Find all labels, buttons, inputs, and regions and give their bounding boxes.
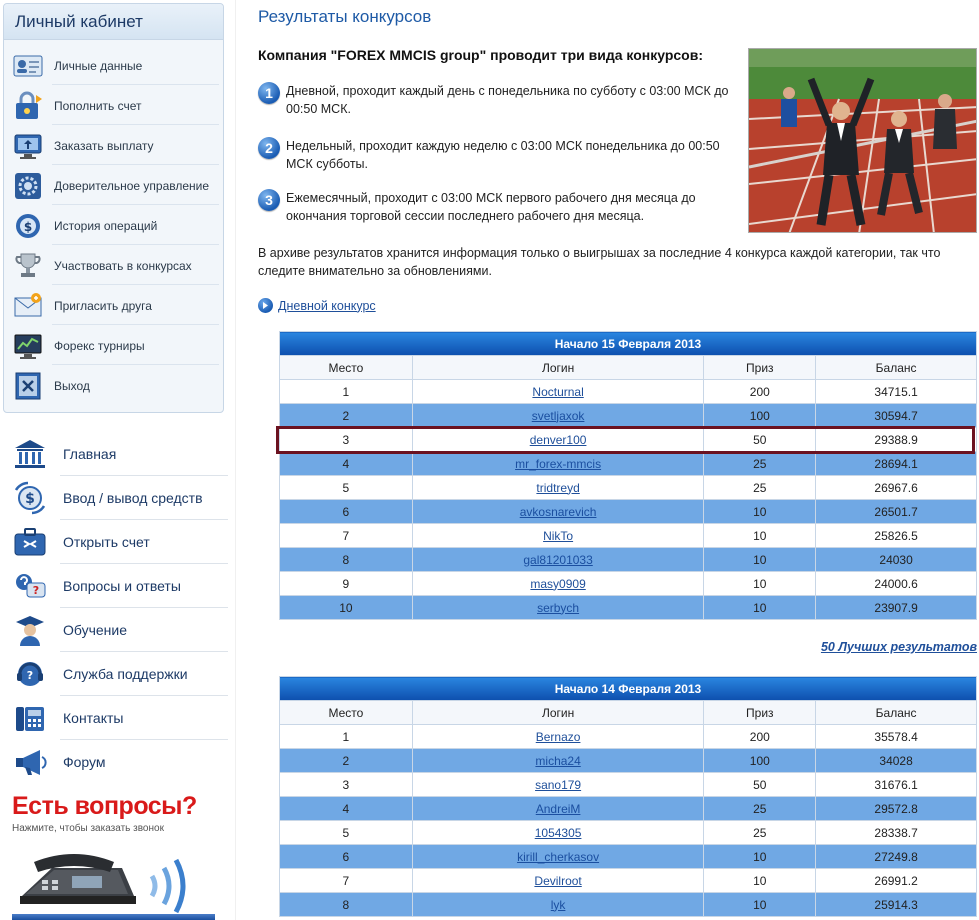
table-row xyxy=(280,500,977,524)
cell-balance: 29388.9 xyxy=(816,428,977,452)
arrow-right-icon xyxy=(258,298,273,313)
nav-item-label: Вопросы и ответы xyxy=(63,578,181,594)
cell-balance: 29572.8 xyxy=(816,797,977,821)
trophy-icon xyxy=(11,250,45,282)
cell-balance: 35578.4 xyxy=(816,725,977,749)
cabinet-item-deposit[interactable] xyxy=(4,86,223,126)
contest-type-monthly xyxy=(258,189,743,225)
column-header-balance: Баланс xyxy=(816,701,977,725)
cell-place: 1 xyxy=(280,725,413,749)
column-divider xyxy=(235,0,236,920)
bank-icon xyxy=(10,436,50,472)
number-badge-icon: 1 xyxy=(258,82,280,104)
envelope-icon xyxy=(11,290,45,322)
login-link[interactable]: denver100 xyxy=(529,432,587,447)
table-row xyxy=(280,749,977,773)
column-header-login: Логин xyxy=(412,701,704,725)
login-link[interactable]: lyk xyxy=(550,897,566,912)
login-link[interactable]: masy0909 xyxy=(530,576,586,591)
login-link[interactable]: micha24 xyxy=(535,753,581,768)
promo-bar xyxy=(12,914,215,920)
table-row xyxy=(280,428,977,452)
cell-balance: 27249.8 xyxy=(816,845,977,869)
table-header-row xyxy=(280,701,977,725)
cell-place: 4 xyxy=(280,452,413,476)
contest-type-weekly xyxy=(258,137,743,173)
login-link[interactable]: svetljaxok xyxy=(531,408,585,423)
cell-balance: 26501.7 xyxy=(816,500,977,524)
cell-place: 5 xyxy=(280,476,413,500)
promo-subtitle: Нажмите, чтобы заказать звонок xyxy=(12,823,164,834)
contest-description: Недельный, проходит каждую неделю с 03:00 МСК понедельника до 00:50 МСК субботы. xyxy=(286,139,720,171)
cell-prize: 10 xyxy=(704,500,816,524)
column-header-balance: Баланс xyxy=(816,356,977,380)
top-50-results-link[interactable]: 50 Лучших результатов xyxy=(820,640,977,654)
nav-item-home[interactable] xyxy=(10,432,228,476)
cabinet-item-label: Выход xyxy=(54,379,90,393)
cell-prize: 10 xyxy=(704,596,816,620)
cell-place: 8 xyxy=(280,548,413,572)
table-row xyxy=(280,524,977,548)
table-row xyxy=(280,476,977,500)
login-link[interactable]: Nocturnal xyxy=(532,384,584,399)
cell-place: 10 xyxy=(280,596,413,620)
nav-item-open-account[interactable] xyxy=(10,520,228,564)
cell-prize: 10 xyxy=(704,845,816,869)
nav-item-deposit-withdraw[interactable] xyxy=(10,476,228,520)
login-link[interactable]: Devilroot xyxy=(534,873,582,888)
column-header-place: Место xyxy=(280,701,413,725)
table-row xyxy=(280,773,977,797)
exit-icon xyxy=(11,370,45,402)
svg-text:$: $ xyxy=(23,220,33,234)
cabinet-item-personal-data[interactable] xyxy=(4,46,223,86)
cell-balance: 25826.5 xyxy=(816,524,977,548)
nav-item-label: Главная xyxy=(63,446,117,462)
table-row xyxy=(280,845,977,869)
table-row xyxy=(280,404,977,428)
cabinet-title: Личный кабинет xyxy=(4,4,223,40)
megaphone-icon xyxy=(10,744,50,780)
cell-prize: 200 xyxy=(704,725,816,749)
contest-type-daily xyxy=(258,82,743,118)
promo-title: Есть вопросы? xyxy=(12,792,197,820)
graduate-icon xyxy=(10,612,50,648)
dollar-arrows-icon xyxy=(10,480,50,516)
cell-prize: 10 xyxy=(704,893,816,917)
phone-icon xyxy=(10,700,50,736)
table-row xyxy=(280,869,977,893)
cell-balance: 24030 xyxy=(816,548,977,572)
table-row xyxy=(280,797,977,821)
table-row xyxy=(280,821,977,845)
nav-item-faq[interactable] xyxy=(10,564,228,608)
login-link[interactable]: sano179 xyxy=(535,777,582,792)
cell-balance: 31676.1 xyxy=(816,773,977,797)
cell-prize: 100 xyxy=(704,404,816,428)
cabinet-menu xyxy=(4,46,223,406)
cabinet-item-label: Личные данные xyxy=(54,59,143,73)
page-title: Результаты конкурсов xyxy=(258,7,432,26)
table-caption: Начало 14 Февраля 2013 xyxy=(280,677,977,701)
cell-place: 6 xyxy=(280,500,413,524)
cabinet-item-label: Заказать выплату xyxy=(54,139,154,153)
cabinet-item-contests[interactable] xyxy=(4,246,223,286)
lock-deposit-icon xyxy=(11,90,45,122)
column-header-prize: Приз xyxy=(704,356,816,380)
table-row xyxy=(280,596,977,620)
results-table-feb-15 xyxy=(279,331,977,620)
cell-balance: 26991.2 xyxy=(816,869,977,893)
cell-place: 8 xyxy=(280,893,413,917)
cell-prize: 50 xyxy=(704,428,816,452)
login-link[interactable]: Bernazo xyxy=(535,729,581,744)
number-badge-icon: 3 xyxy=(258,189,280,211)
cell-prize: 10 xyxy=(704,524,816,548)
svg-text:$: $ xyxy=(25,491,35,507)
login-link[interactable]: AndreiM xyxy=(535,801,581,816)
nav-item-forum[interactable] xyxy=(10,740,228,784)
nav-item-education[interactable] xyxy=(10,608,228,652)
login-link[interactable]: tridtreyd xyxy=(536,480,580,495)
cabinet-item-label: Участвовать в конкурсах xyxy=(54,259,192,273)
cell-prize: 25 xyxy=(704,476,816,500)
table-row xyxy=(280,452,977,476)
nav-item-support[interactable] xyxy=(10,652,228,696)
callback-promo[interactable] xyxy=(12,792,222,920)
login-link[interactable]: serbych xyxy=(537,600,580,615)
cell-prize: 25 xyxy=(704,797,816,821)
cell-prize: 25 xyxy=(704,821,816,845)
cell-place: 7 xyxy=(280,869,413,893)
login-link[interactable]: NikTo xyxy=(543,528,574,543)
daily-contest-link[interactable] xyxy=(258,298,376,313)
cell-prize: 10 xyxy=(704,572,816,596)
cell-balance: 28694.1 xyxy=(816,452,977,476)
cell-prize: 25 xyxy=(704,452,816,476)
cell-balance: 23907.9 xyxy=(816,596,977,620)
nav-item-label: Служба поддержки xyxy=(63,666,188,682)
gear-icon xyxy=(11,170,45,202)
number-badge-icon: 2 xyxy=(258,137,280,159)
cell-place: 6 xyxy=(280,845,413,869)
cell-balance: 34028 xyxy=(816,749,977,773)
cell-place: 3 xyxy=(280,773,413,797)
intro-heading: Компания "FOREX MMCIS group" проводит три вида конкурсов: xyxy=(258,47,703,63)
cell-balance: 30594.7 xyxy=(816,404,977,428)
cell-place: 2 xyxy=(280,749,413,773)
desk-phone-icon xyxy=(12,836,212,920)
id-card-icon xyxy=(11,50,45,82)
results-table-feb-14 xyxy=(279,676,977,917)
column-header-place: Место xyxy=(280,356,413,380)
table-row xyxy=(280,548,977,572)
headset-icon xyxy=(10,656,50,692)
cell-place: 9 xyxy=(280,572,413,596)
cell-place: 1 xyxy=(280,380,413,404)
cell-prize: 50 xyxy=(704,773,816,797)
table-row xyxy=(280,893,977,917)
cell-place: 2 xyxy=(280,404,413,428)
svg-text:?: ? xyxy=(26,669,34,682)
cabinet-item-label: Форекс турниры xyxy=(54,339,145,353)
login-link[interactable]: 1054305 xyxy=(534,825,582,840)
table-row xyxy=(280,725,977,749)
cell-place: 3 xyxy=(280,428,413,452)
nav-item-contacts[interactable] xyxy=(10,696,228,740)
cell-prize: 200 xyxy=(704,380,816,404)
table-row xyxy=(280,572,977,596)
cabinet-item-label: Пригласить друга xyxy=(54,299,152,313)
cell-prize: 10 xyxy=(704,548,816,572)
nav-item-label: Форум xyxy=(63,754,106,770)
monitor-withdraw-icon xyxy=(11,130,45,162)
table-header-row xyxy=(280,356,977,380)
column-header-prize: Приз xyxy=(704,701,816,725)
table-caption: Начало 15 Февраля 2013 xyxy=(280,332,977,356)
chart-monitor-icon xyxy=(11,330,45,362)
question-bubble-icon xyxy=(10,568,50,604)
nav-item-label: Ввод / вывод средств xyxy=(63,490,203,506)
cabinet-item-exit[interactable] xyxy=(4,366,223,406)
cell-balance: 34715.1 xyxy=(816,380,977,404)
nav-item-label: Обучение xyxy=(63,622,128,638)
cabinet-item-invite-friend[interactable] xyxy=(4,286,223,326)
cabinet-item-history[interactable] xyxy=(4,206,223,246)
cell-balance: 25914.3 xyxy=(816,893,977,917)
cell-place: 5 xyxy=(280,821,413,845)
contest-description: Дневной, проходит каждый день с понедельника по субботу с 03:00 МСК до 00:50 МСК. xyxy=(286,84,729,116)
login-link[interactable]: gal81201033 xyxy=(523,552,593,567)
cabinet-item-label: История операций xyxy=(54,219,158,233)
main-navigation xyxy=(10,432,228,784)
archive-note: В архиве результатов хранится информация только о выигрышах за последние 4 конкурса каждой категории, так что следите внимательно за обновлениями. xyxy=(258,246,941,278)
login-link[interactable]: avkosnarevich xyxy=(519,504,597,519)
column-header-login: Логин xyxy=(412,356,704,380)
cabinet-item-label: Доверительное управление xyxy=(54,179,210,193)
cell-balance: 24000.6 xyxy=(816,572,977,596)
cabinet-item-withdraw[interactable] xyxy=(4,126,223,166)
cell-prize: 100 xyxy=(704,749,816,773)
briefcase-icon xyxy=(10,524,50,560)
cell-prize: 10 xyxy=(704,869,816,893)
cell-balance: 26967.6 xyxy=(816,476,977,500)
table-row xyxy=(280,380,977,404)
cabinet-item-label: Пополнить счет xyxy=(54,99,142,113)
login-link[interactable]: mr_forex-mmcis xyxy=(515,456,602,471)
svg-text:?: ? xyxy=(32,584,40,597)
nav-item-label: Контакты xyxy=(63,710,124,726)
hero-image-race xyxy=(748,48,977,233)
daily-contest-link-text: Дневной конкурс xyxy=(278,298,376,313)
cell-place: 7 xyxy=(280,524,413,548)
history-icon xyxy=(11,210,45,242)
cabinet-item-forex-tournaments[interactable] xyxy=(4,326,223,366)
cabinet-item-trust-management[interactable] xyxy=(4,166,223,206)
contest-description: Ежемесячный, проходит с 03:00 МСК первого рабочего дня месяца до окончания торговой сессии последнего рабочего дня месяца. xyxy=(286,191,696,223)
cell-place: 4 xyxy=(280,797,413,821)
nav-item-label: Открыть счет xyxy=(63,534,150,550)
login-link[interactable]: kirill_cherkasov xyxy=(517,849,600,864)
personal-cabinet-panel xyxy=(3,3,224,413)
cell-balance: 28338.7 xyxy=(816,821,977,845)
